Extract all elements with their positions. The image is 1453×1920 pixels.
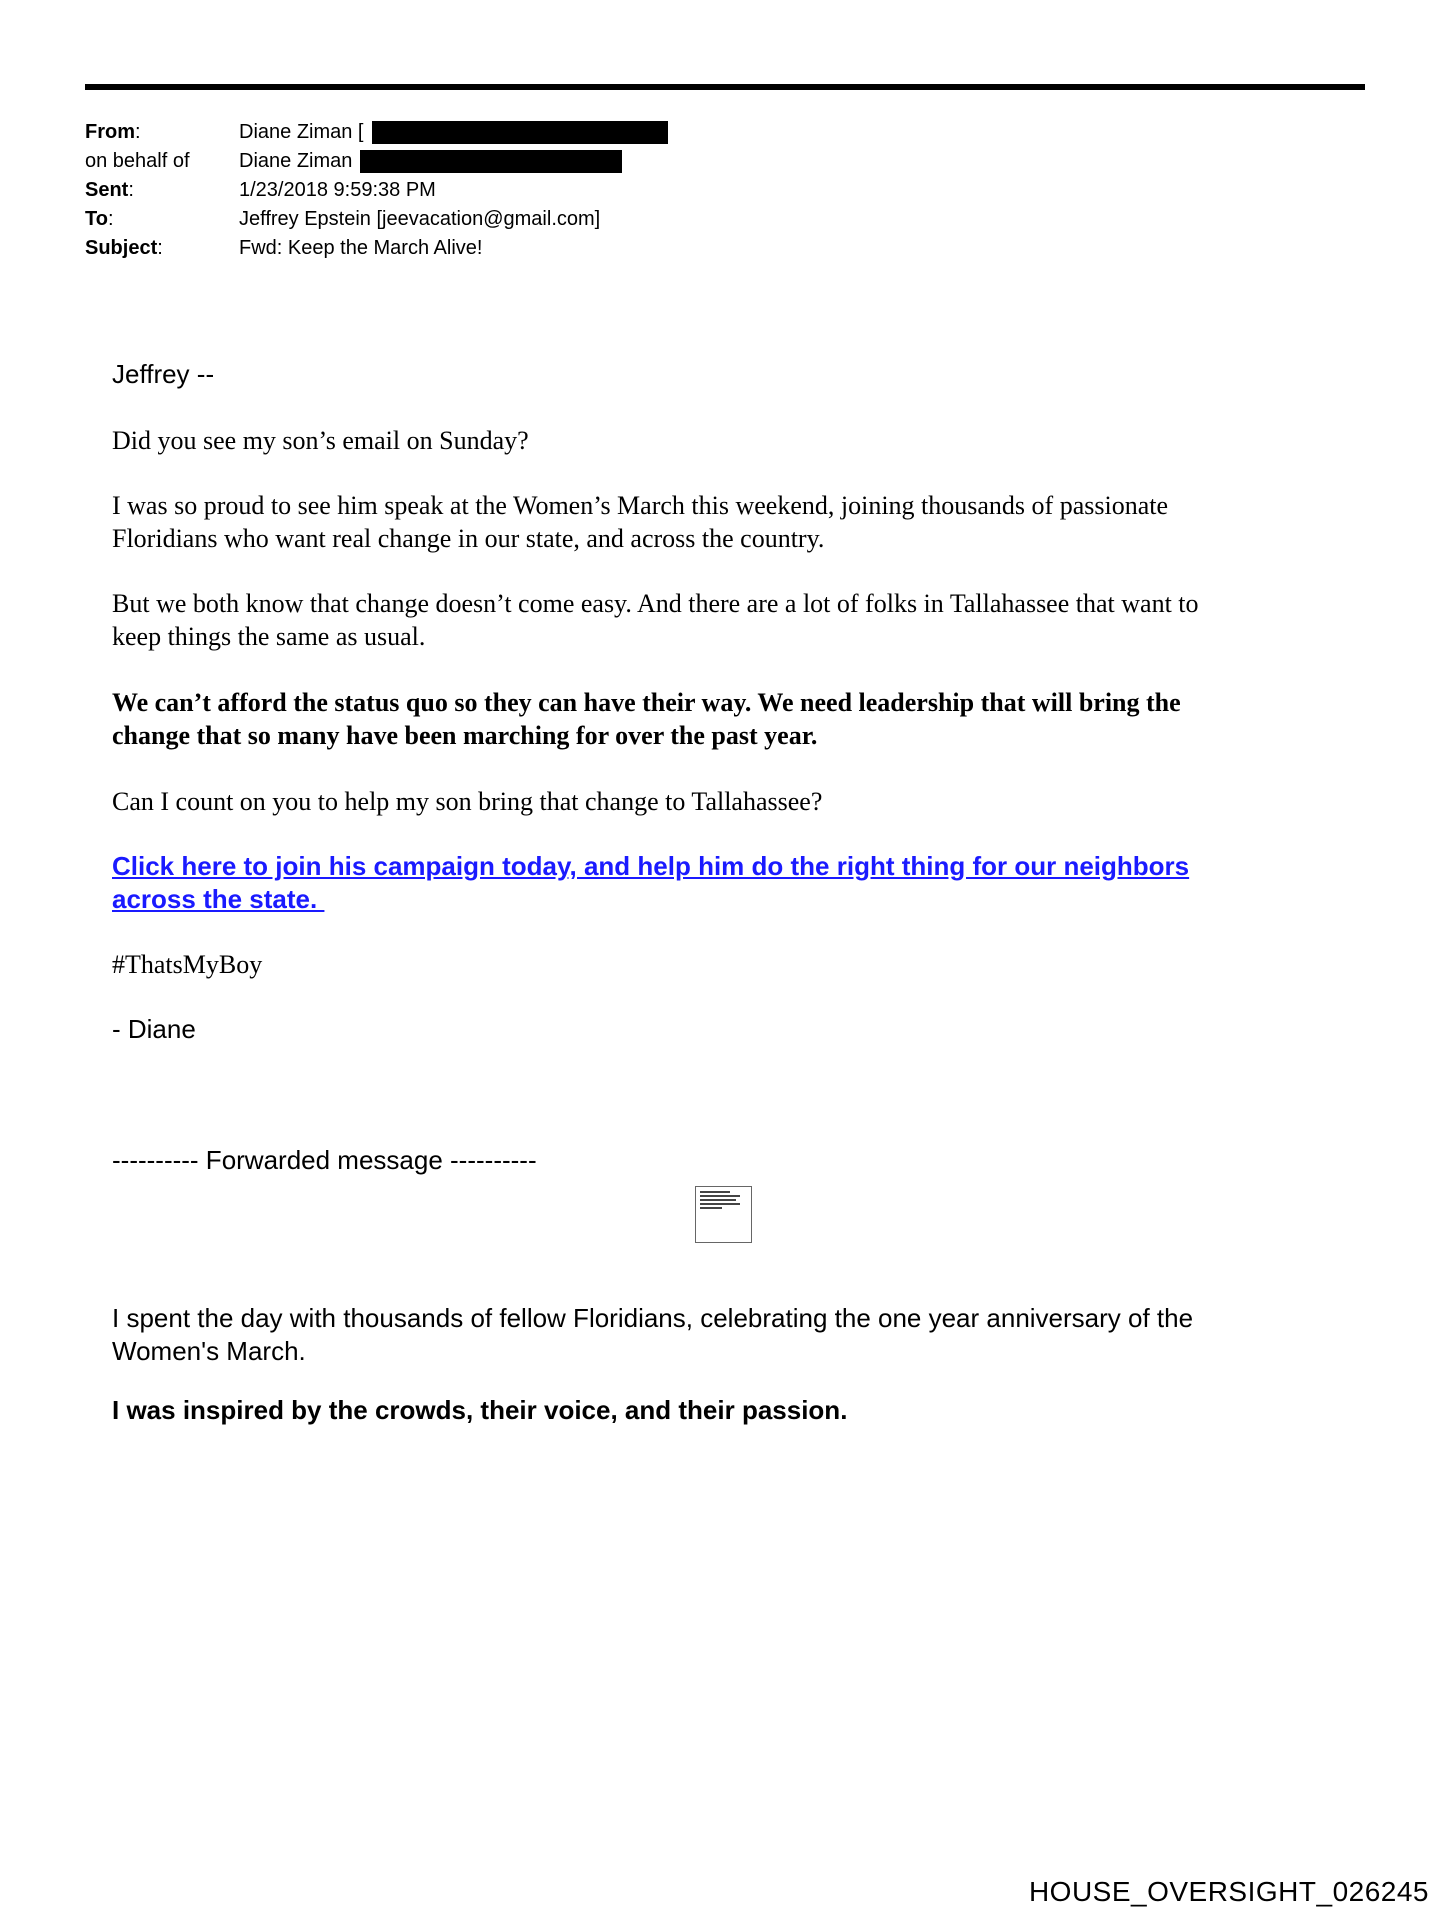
paragraph-4-line-1: We can’t afford the status quo so they can have their way. We need leadership that will bring the	[112, 688, 1181, 717]
forwarded-paragraph-2: I was inspired by the crowds, their voice, and their passion.	[112, 1395, 848, 1425]
broken-image-icon	[695, 1186, 752, 1243]
behalf-value: Diane Ziman	[239, 150, 353, 172]
subject-label: Subject	[85, 237, 158, 259]
to-colon: :	[107, 208, 114, 230]
forwarded-paragraph-1-line-1: I spent the day with thousands of fellow Floridians, celebrating the one year anniversary of the	[112, 1303, 1194, 1333]
campaign-link-line-1[interactable]: Click here to join his campaign today, and help him do the right thing for our neighbors	[112, 851, 1190, 881]
subject-value: Fwd: Keep the March Alive!	[239, 237, 483, 259]
signature: - Diane	[112, 1014, 196, 1044]
redaction-bar	[372, 121, 668, 144]
subject-colon: :	[157, 237, 163, 259]
behalf-label: on behalf of	[85, 150, 190, 172]
paragraph-2-line-1: I was so proud to see him speak at the Women’s March this weekend, joining thousands of passionate	[112, 491, 1169, 520]
greeting: Jeffrey --	[112, 359, 215, 389]
forwarded-paragraph-1	[112, 1302, 1332, 1368]
redaction-bar	[360, 150, 622, 173]
campaign-link[interactable]	[112, 850, 1332, 916]
campaign-link-line-2[interactable]: across the state.	[112, 884, 325, 914]
from-colon: :	[135, 121, 141, 143]
sent-label: Sent	[85, 179, 129, 201]
paragraph-2	[112, 489, 1332, 555]
behalf-row	[85, 147, 668, 176]
document-id: HOUSE_OVERSIGHT_026245	[1028, 1876, 1429, 1907]
paragraph-3-line-2: keep things the same as usual.	[112, 622, 426, 651]
from-value: Diane Ziman [	[239, 121, 364, 143]
from-row	[85, 118, 668, 147]
to-label: To	[85, 208, 108, 230]
sent-row	[85, 176, 668, 205]
paragraph-2-line-2: Floridians who want real change in our state, and across the country.	[112, 524, 825, 553]
sent-colon: :	[128, 179, 134, 201]
to-row	[85, 205, 668, 234]
paragraph-5: Can I count on you to help my son bring that change to Tallahassee?	[112, 787, 823, 816]
paragraph-4	[112, 686, 1332, 752]
sent-value: 1/23/2018 9:59:38 PM	[239, 179, 436, 201]
to-value: Jeffrey Epstein [jeevacation@gmail.com]	[239, 208, 601, 230]
header-divider	[85, 84, 1365, 90]
from-label: From	[85, 121, 135, 143]
paragraph-4-line-2: change that so many have been marching for over the past year.	[112, 721, 818, 750]
forwarded-separator: ---------- Forwarded message ----------	[112, 1145, 537, 1175]
email-header	[85, 118, 668, 263]
paragraph-3-line-1: But we both know that change doesn’t come easy. And there are a lot of folks in Tallahassee that want to	[112, 589, 1199, 618]
paragraph-1: Did you see my son’s email on Sunday?	[112, 426, 529, 455]
subject-row	[85, 234, 668, 263]
hashtag: #ThatsMyBoy	[112, 950, 263, 979]
forwarded-paragraph-1-line-2: Women's March.	[112, 1336, 306, 1366]
paragraph-3	[112, 587, 1332, 653]
